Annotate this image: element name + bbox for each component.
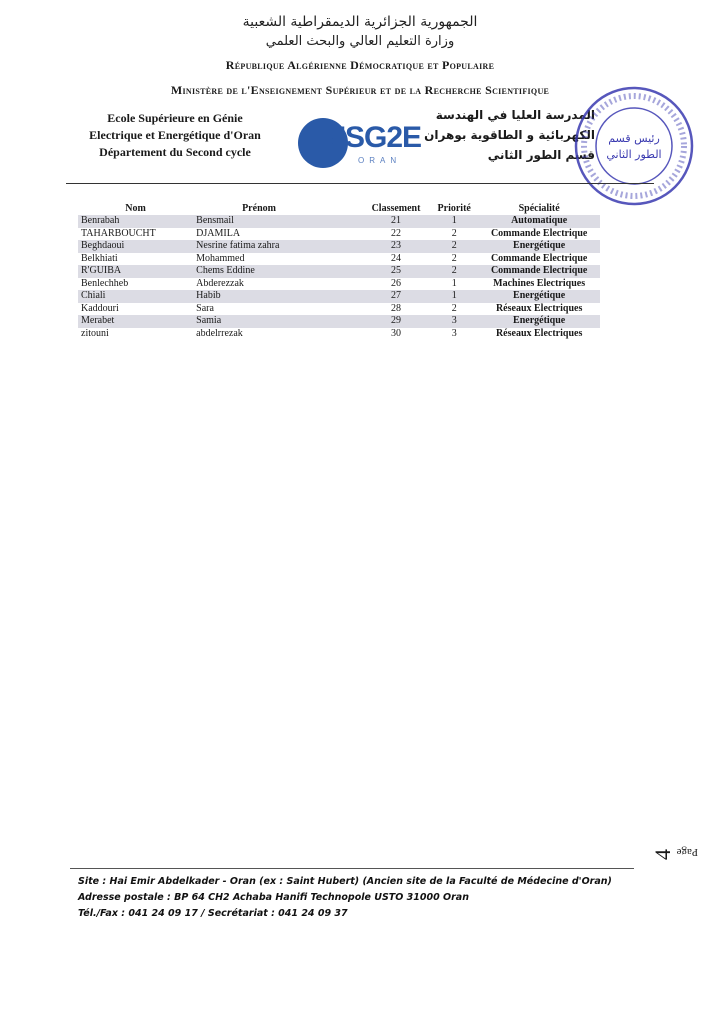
table-row bbox=[78, 228, 600, 241]
cell-prenom: Chems Eddine bbox=[193, 265, 362, 278]
school-fr-line1: Ecole Supérieure en Génie bbox=[107, 111, 243, 125]
cell-nom: Benlechheb bbox=[81, 277, 129, 289]
header-priorite: Priorité bbox=[437, 203, 471, 214]
footer-address: Adresse postale : BP 64 CH2 Achaba Hanifi Technopole USTO 31000 Oran bbox=[78, 892, 469, 903]
cell-prenom: Nesrine fatima zahra bbox=[193, 240, 362, 253]
footer bbox=[78, 874, 658, 922]
cell-priorite: 1 bbox=[430, 290, 478, 303]
header-nom: Nom bbox=[125, 203, 146, 214]
cell-specialite: Commande Electrique bbox=[490, 227, 588, 239]
table-row bbox=[78, 278, 600, 291]
official-stamp bbox=[572, 84, 696, 208]
cell-priorite: 2 bbox=[430, 265, 478, 278]
cell-prenom: Mohammed bbox=[196, 252, 245, 264]
footer-phone: Tél./Fax : 041 24 09 17 / Secrétariat : 041 24 09 37 bbox=[78, 908, 348, 919]
school-ar-line3: قسم الطور الثاني bbox=[487, 148, 595, 162]
logo-text: ESG2E bbox=[326, 121, 422, 154]
cell-classement: 24 bbox=[391, 252, 401, 264]
cell-priorite: 2 bbox=[430, 240, 478, 253]
cell-specialite: Energétique bbox=[478, 240, 600, 253]
school-ar-line2: الكهربائية و الطاقوية بوهران bbox=[424, 128, 595, 142]
header-french-republic: République Algérienne Démocratique et Populaire bbox=[225, 58, 495, 72]
header-french-ministry: Ministère de l'Enseignement Supérieur et de la Recherche Scientifique bbox=[170, 83, 550, 97]
cell-prenom: Samia bbox=[193, 315, 362, 328]
cell-priorite: 1 bbox=[451, 277, 457, 289]
school-fr-line3: Département du Second cycle bbox=[99, 145, 251, 159]
cell-nom: Merabet bbox=[78, 315, 193, 328]
table-header-row bbox=[78, 202, 600, 215]
footer-divider bbox=[70, 868, 634, 869]
table-row bbox=[78, 265, 600, 278]
cell-priorite: 3 bbox=[430, 315, 478, 328]
school-ar-line1: المدرسة العليا في الهندسة bbox=[435, 108, 595, 122]
page-number bbox=[648, 812, 698, 862]
header-prenom: Prénom bbox=[242, 203, 276, 214]
cell-nom: Chiali bbox=[78, 290, 193, 303]
page-number-value: 4 bbox=[650, 849, 675, 860]
cell-classement: 21 bbox=[362, 215, 430, 228]
cell-specialite: Energétique bbox=[478, 315, 600, 328]
cell-specialite: Réseaux Electriques bbox=[495, 302, 583, 314]
cell-prenom: abdelrrezak bbox=[196, 327, 243, 339]
cell-classement: 28 bbox=[391, 302, 401, 314]
school-name-arabic bbox=[405, 105, 595, 165]
stamp-line2: الطور الثاني bbox=[606, 148, 662, 161]
cell-nom: Belkhiati bbox=[81, 252, 118, 264]
cell-classement: 27 bbox=[362, 290, 430, 303]
header-specialite: Spécialité bbox=[518, 203, 560, 214]
table-row bbox=[78, 303, 600, 316]
cell-classement: 30 bbox=[391, 327, 401, 339]
table-row bbox=[78, 315, 600, 328]
cell-nom: TAHARBOUCHT bbox=[81, 227, 156, 239]
table-row bbox=[78, 215, 600, 228]
cell-specialite: Réseaux Electriques bbox=[495, 327, 583, 339]
cell-classement: 25 bbox=[362, 265, 430, 278]
cell-priorite: 3 bbox=[451, 327, 457, 339]
logo-subtext: ORAN bbox=[358, 156, 402, 165]
school-name-french bbox=[70, 110, 280, 161]
table-row bbox=[78, 328, 600, 341]
cell-prenom: Sara bbox=[196, 302, 214, 314]
cell-classement: 29 bbox=[362, 315, 430, 328]
cell-specialite: Commande Electrique bbox=[478, 265, 600, 278]
cell-nom: zitouni bbox=[81, 327, 109, 339]
header-arabic-ministry: وزارة التعليم العالي والبحث العلمي bbox=[265, 34, 455, 49]
cell-priorite: 2 bbox=[451, 227, 457, 239]
table-row bbox=[78, 253, 600, 266]
cell-prenom: Habib bbox=[193, 290, 362, 303]
cell-priorite: 2 bbox=[451, 302, 457, 314]
cell-nom: Kaddouri bbox=[81, 302, 119, 314]
cell-classement: 23 bbox=[362, 240, 430, 253]
header-divider bbox=[66, 183, 654, 184]
cell-priorite: 2 bbox=[451, 252, 457, 264]
stamp-line1: رئيس قسم bbox=[608, 132, 660, 145]
page-label-text: Page bbox=[676, 846, 698, 858]
header-arabic-republic: الجمهورية الجزائرية الديمقراطية الشعبية bbox=[242, 14, 478, 30]
cell-specialite: Automatique bbox=[478, 215, 600, 228]
school-fr-line2: Electrique et Energétique d'Oran bbox=[89, 128, 261, 142]
cell-prenom: DJAMILA bbox=[196, 227, 241, 239]
cell-specialite: Commande Electrique bbox=[490, 252, 588, 264]
cell-nom: Beghdaoui bbox=[78, 240, 193, 253]
footer-site: Site : Hai Emir Abdelkader - Oran (ex : Saint Hubert) (Ancien site de la Faculté de Médecine d'Oran) bbox=[78, 876, 612, 887]
table-row bbox=[78, 240, 600, 253]
cell-nom: R'GUIBA bbox=[78, 265, 193, 278]
cell-nom: Benrabah bbox=[78, 215, 193, 228]
cell-classement: 22 bbox=[391, 227, 401, 239]
cell-classement: 26 bbox=[391, 277, 401, 289]
ranking-table bbox=[78, 202, 600, 340]
cell-priorite: 1 bbox=[430, 215, 478, 228]
cell-specialite: Machines Electriques bbox=[493, 277, 586, 289]
cell-specialite: Energétique bbox=[478, 290, 600, 303]
cell-prenom: Bensmail bbox=[193, 215, 362, 228]
header-classement: Classement bbox=[371, 203, 421, 214]
cell-prenom: Abderezzak bbox=[196, 277, 244, 289]
table-row bbox=[78, 290, 600, 303]
school-logo bbox=[298, 112, 422, 172]
